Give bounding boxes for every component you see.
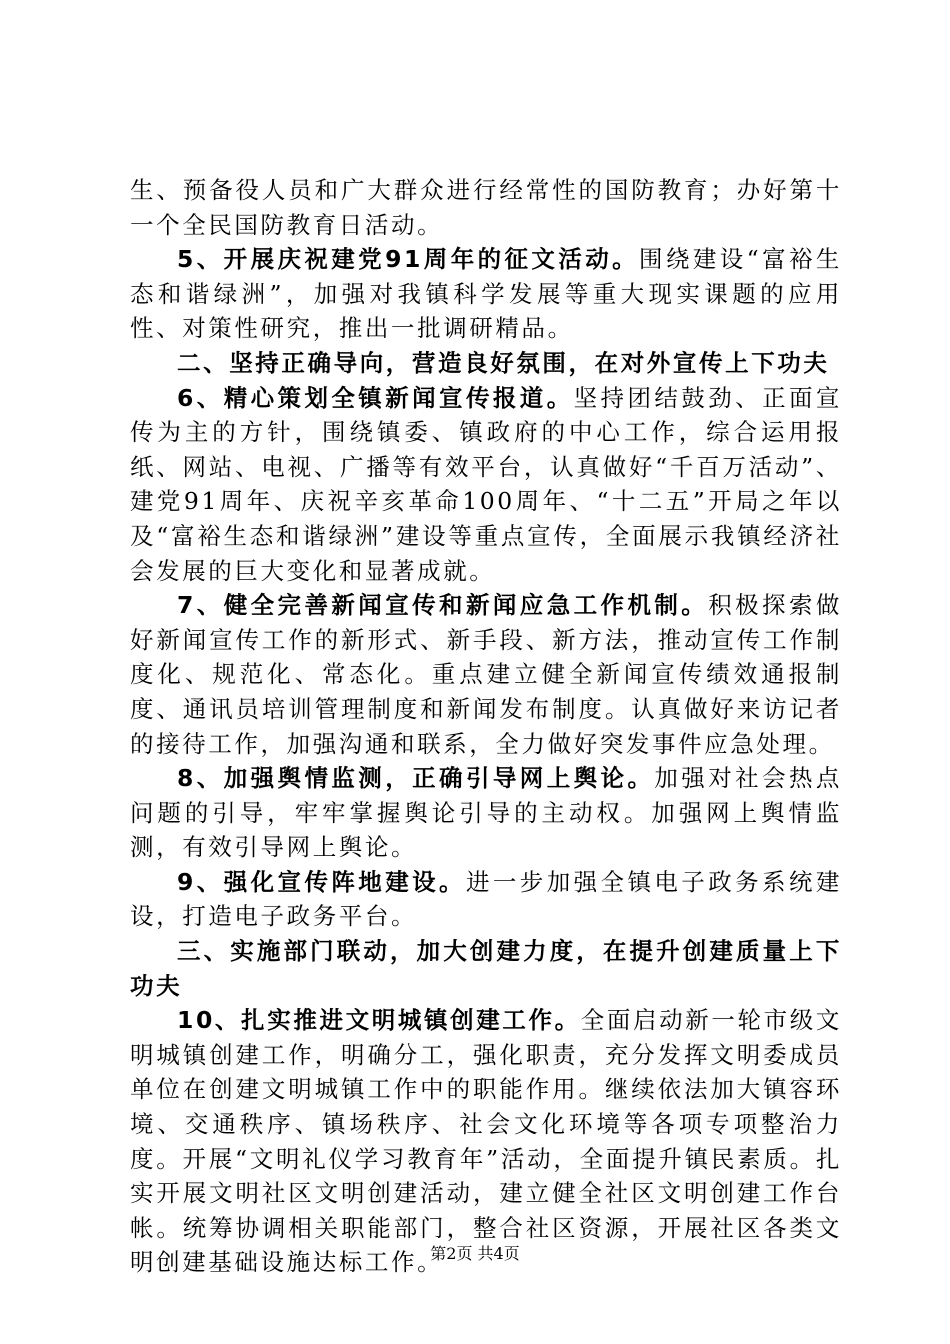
page-number: 第2页 共4页 <box>430 1244 520 1263</box>
section-heading-2: 二、坚持正确导向，营造良好氛围，在对外宣传上下功夫 <box>177 348 830 377</box>
paragraph-text: 全面启动新一轮市级文明城镇创建工作，明确分工，强化职责，充分发挥文明委成员单位在创建文明城镇工作中的职能作用。继续依法加大镇容环境、交通秩序、镇场秩序、社会文化环境等各项专项整治力度。开展“文明礼仪学习教育年”活动，全面提升镇民素质。扎实开展文明社区文明创建活动，建立健全社区文明创建工作台帐。统筹协调相关职能部门，整合社区资源，开展社区各类文明创建基础设施达标工作。 <box>130 1006 842 1277</box>
paragraph-continuation <box>130 173 842 242</box>
paragraph-item-10 <box>130 1003 842 1280</box>
paragraph-item-8 <box>130 761 842 865</box>
paragraph-text: 积极探索做好新闻宣传工作的新形式、新手段、新方法，推动宣传工作制度化、规范化、常态化。重点建立健全新闻宣传绩效通报制度、通讯员培训管理制度和新闻发布制度。认真做好来访记者的接待工作，加强沟通和联系，全力做好突发事件应急处理。 <box>130 591 842 758</box>
paragraph-text: 加强对社会热点问题的引导，牢牢掌握舆论引导的主动权。加强网上舆情监测，有效引导网上舆论。 <box>130 764 843 862</box>
section-heading-3: 三、实施部门联动，加大创建力度，在提升创建质量上下功夫 <box>130 937 842 1000</box>
paragraph-lead: 10、扎实推进文明城镇创建工作。 <box>177 1006 581 1035</box>
paragraph-lead: 8、加强舆情监测，正确引导网上舆论。 <box>177 764 655 793</box>
page-footer <box>0 1244 950 1264</box>
paragraph-text: 生、预备役人员和广大群众进行经常性的国防教育；办好第十一个全民国防教育日活动。 <box>130 176 842 239</box>
paragraph-text: 坚持团结鼓劲、正面宣传为主的方针，围绕镇委、镇政府的中心工作，综合运用报纸、网站、电视、广播等有效平台，认真做好“千百万活动”、建党91周年、庆祝辛亥革命100周年、“十二五”开局之年以及“富裕生态和谐绿洲”建设等重点宣传，全面展示我镇经济社会发展的巨大变化和显著成就。 <box>130 383 843 585</box>
paragraph-item-7 <box>130 588 842 761</box>
paragraph-item-6 <box>130 381 842 589</box>
paragraph-lead: 5、开展庆祝建党91周年的征文活动。 <box>177 245 640 274</box>
paragraph-lead: 9、强化宣传阵地建设。 <box>177 867 466 896</box>
document-body <box>130 173 842 1280</box>
paragraph-lead: 6、精心策划全镇新闻宣传报道。 <box>177 383 574 412</box>
paragraph-text: 围绕建设“富裕生态和谐绿洲”，加强对我镇科学发展等重大现实课题的应用性、对策性研究，推出一批调研精品。 <box>130 245 842 343</box>
paragraph-item-9 <box>130 865 842 934</box>
paragraph-text: 进一步加强全镇电子政务系统建设，打造电子政务平台。 <box>130 867 842 931</box>
paragraph-item-5 <box>130 242 842 346</box>
paragraph-lead: 7、健全完善新闻宣传和新闻应急工作机制。 <box>177 591 709 620</box>
